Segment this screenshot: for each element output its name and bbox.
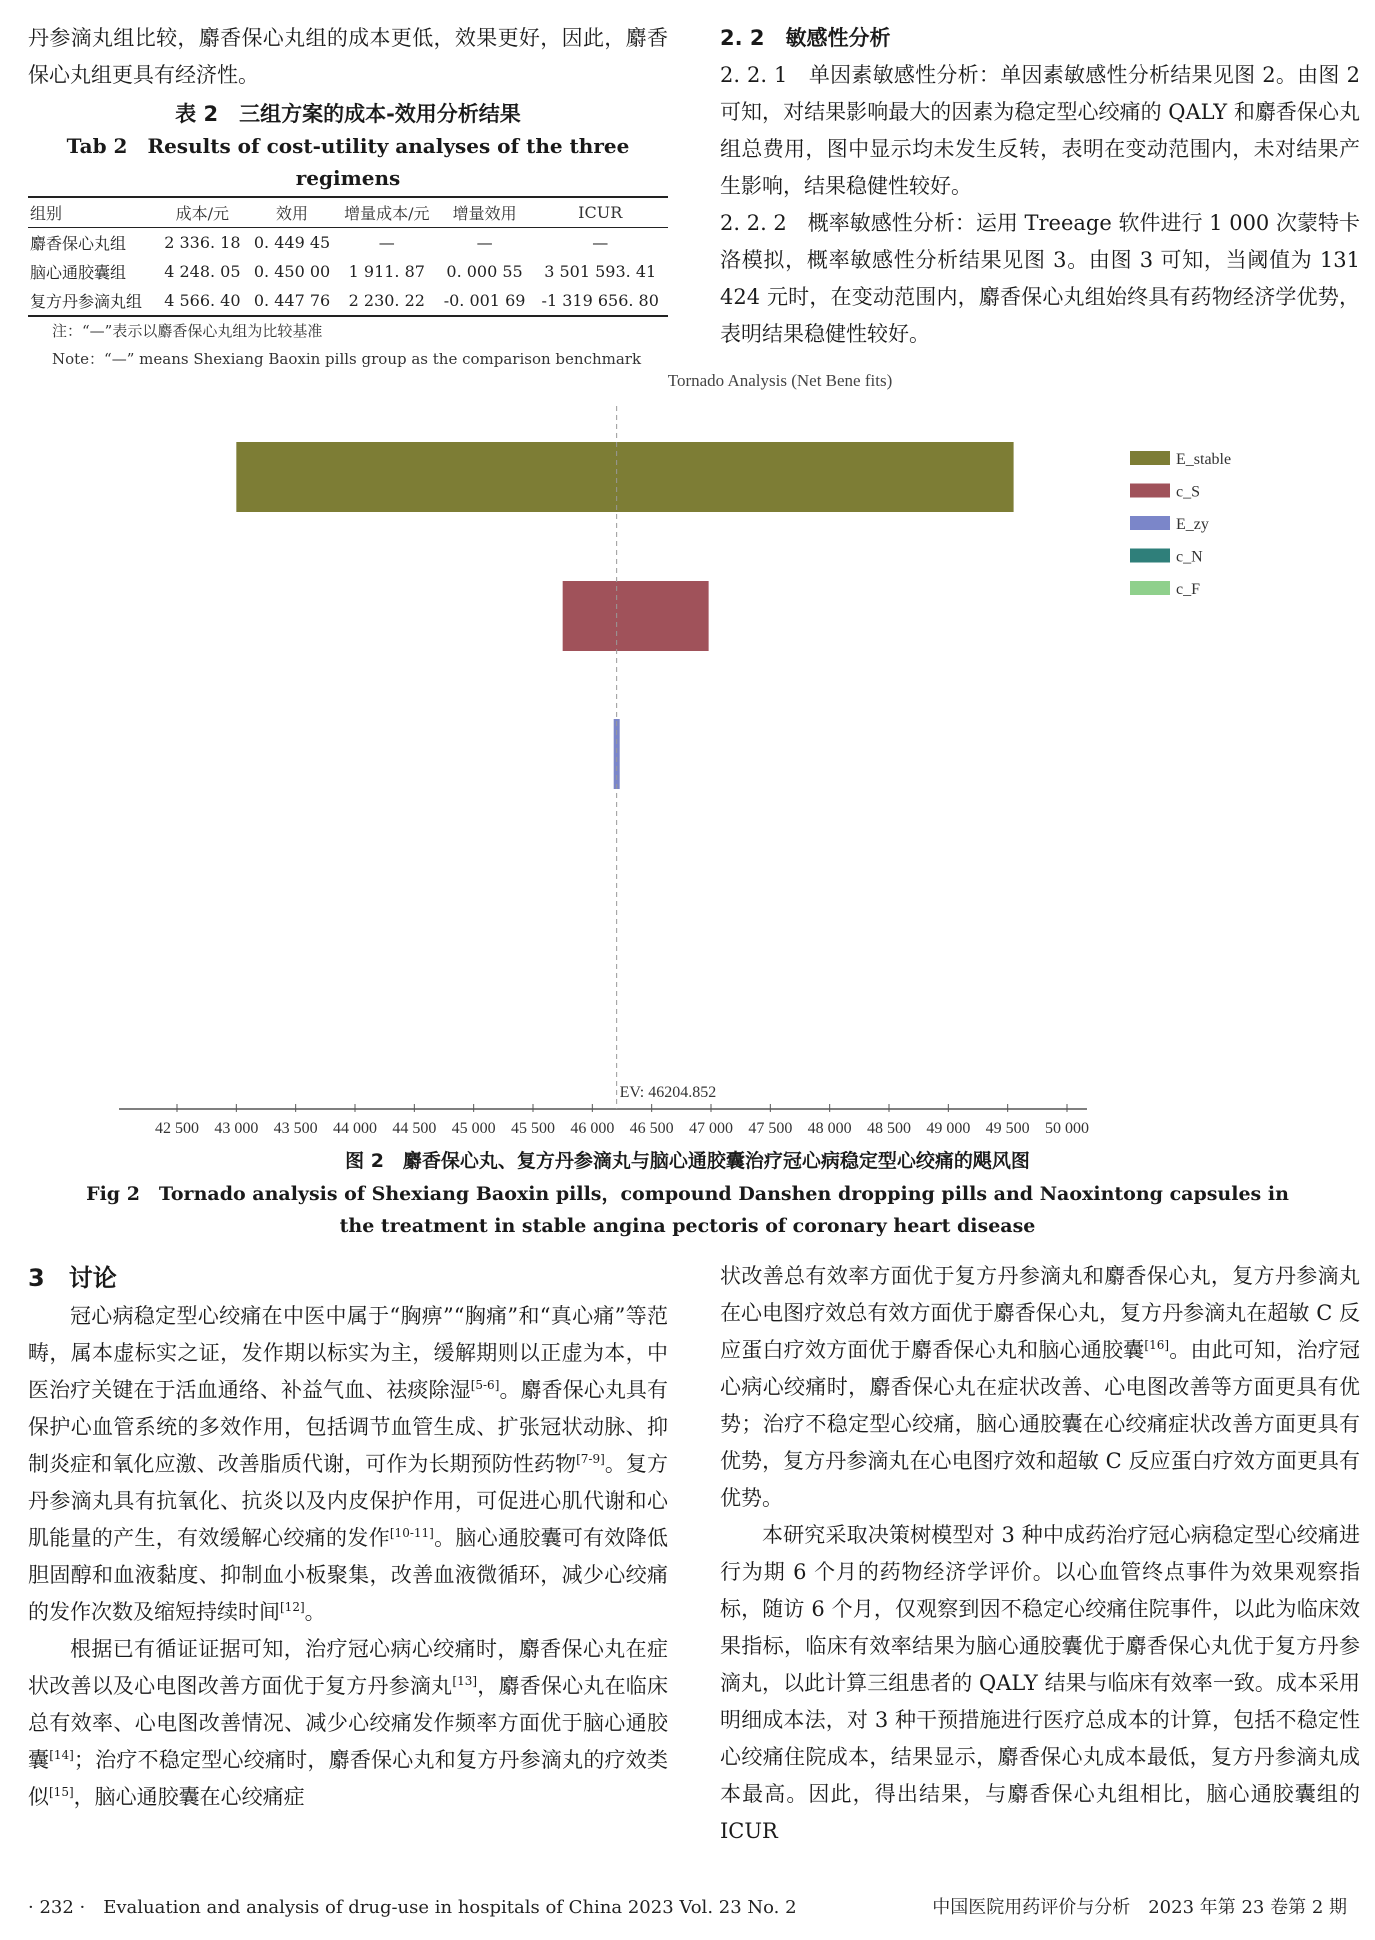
table-header: 增量成本/元	[337, 197, 437, 228]
table-header: 成本/元	[158, 197, 248, 228]
table-cell: 2 230. 22	[337, 286, 437, 316]
text-span: 冠心病稳定型心绞痛在中医中属于“胸痹”“胸痛”和“真心痛”等范畴，属本虚标实之证，发作期以标实为主，缓解期则以正虚为本，中医治疗关键在于活血通络、补益气血、祛痰除湿	[28, 1304, 668, 1402]
text-span: 。由此可知，治疗冠心病心绞痛时，麝香保心丸在症状改善、心电图改善等方面更具有优势；治疗不稳定型心绞痛，脑心通胶囊在心绞痛症状改善方面更具有优势，复方丹参滴丸在心电图疗效和超敏 C 反应蛋白疗效方面更具有优势。	[720, 1338, 1361, 1510]
table-row	[28, 286, 668, 316]
table-cell: 麝香保心丸组	[30, 234, 127, 253]
text-span: ，脑心通胶囊在心绞痛症	[73, 1785, 305, 1809]
paragraph-2-2-2: 2. 2. 2 概率敏感性分析：运用 Treeage 软件进行 1 000 次蒙特卡洛模拟，概率敏感性分析结果见图 3。由图 3 可知，当阈值为 131 424 元时，在变动范围内，麝香保心丸组始终具有药物经济学优势，表明结果稳健性较好。	[720, 211, 1360, 346]
x-tick-label: 43 000	[214, 1120, 259, 1137]
citation: [10-11]	[389, 1526, 434, 1540]
x-tick-label: 50 000	[1045, 1120, 1089, 1137]
table-note-cn: 注：“—”表示以麝香保心丸组为比较基准	[52, 322, 323, 340]
table-cell: —	[476, 233, 493, 252]
x-tick-label: 48 500	[867, 1120, 911, 1137]
legend-swatch	[1130, 516, 1170, 530]
x-tick-label: 49 000	[926, 1120, 971, 1137]
discussion-paragraph-4: 本研究采取决策树模型对 3 种中成药治疗冠心病稳定型心绞痛进行为期 6 个月的药物经济学评价。以心血管终点事件为效果观察指标，随访 6 个月，仅观察到因不稳定心绞痛住院事件，以此为临床效果指标，临床有效率结果为脑心通胶囊优于麝香保心丸优于复方丹参滴丸，以此计算三组患者的 QALY 结果与临床有效率一致。成本采用明细成本法，对 3 种干预措施进行医疗总成本的计算，包括不稳定性心绞痛住院成本，结果显示，麝香保心丸成本最低，复方丹参滴丸成本最高。因此，得出结果，与麝香保心丸组相比，脑心通胶囊组的 ICUR	[720, 1523, 1360, 1843]
table-header: 效用	[247, 197, 337, 228]
table-row	[28, 257, 668, 286]
footer-right: 中国医院用药评价与分析 2023 年第 23 卷第 2 期	[932, 1897, 1347, 1918]
discussion-left-column	[28, 1258, 668, 1816]
x-tick-label: 44 000	[333, 1120, 377, 1137]
figure-caption-en: Fig 2 Tornado analysis of Shexiang Baoxin pills，compound Danshen dropping pills and Naoxintong capsules in the treatment in stable angina pectoris of coronary heart disease	[86, 1183, 1289, 1237]
citation: [5-6]	[470, 1378, 500, 1392]
tornado-bar-c-s	[563, 581, 709, 651]
x-tick-label: 48 000	[807, 1120, 852, 1137]
legend-label: c_S	[1176, 483, 1200, 501]
table-header: ICUR	[532, 197, 668, 228]
table-cell: 4 248. 05	[164, 262, 241, 281]
legend-label: E_stable	[1176, 451, 1232, 468]
legend-label: c_N	[1176, 548, 1203, 566]
results-table	[28, 196, 668, 317]
table-title-cn: 表 2 三组方案的成本-效用分析结果	[175, 102, 521, 126]
table-cell: —	[592, 233, 609, 252]
table-cell: 4 566. 40	[158, 286, 248, 316]
x-tick-label: 42 500	[155, 1120, 199, 1137]
table-cell: 0. 447 76	[247, 286, 337, 316]
text-span: 。复方丹参滴丸具有抗氧化、抗炎以及内皮保护作用，可促进心肌代谢和心肌能量的产生，有效缓解心绞痛的发作	[28, 1452, 669, 1550]
text-span: 。脑心通胶囊可有效降低胆固醇和血液黏度、抑制血小板聚集，改善血液微循环，减少心绞痛的发作次数及缩短持续时间	[28, 1526, 668, 1624]
legend-swatch	[1130, 484, 1170, 498]
table-cell: 0. 449 45	[253, 233, 331, 252]
chart-title: Tornado Analysis (Net Bene fits)	[667, 371, 893, 390]
citation: [16]	[1144, 1338, 1170, 1352]
table-cell: 复方丹参滴丸组	[28, 286, 158, 316]
x-tick-label: 47 500	[748, 1120, 793, 1137]
table-cell: —	[378, 233, 395, 252]
table-cell: 2 336. 18	[164, 233, 241, 252]
x-tick-label: 47 000	[689, 1120, 733, 1137]
discussion-paragraph-2	[28, 1631, 668, 1816]
table-title-en: Tab 2 Results of cost-utility analyses of the three regimens	[66, 134, 630, 190]
text-span: 。麝香保心丸具有保护心血管系统的多效作用，包括调节血管生成、扩张冠状动脉、抑制炎症和氧化应激、改善脂质代谢，可作为长期预防性药物	[28, 1378, 669, 1476]
x-tick-label: 46 000	[570, 1120, 615, 1137]
table-cell: 0. 450 00	[253, 262, 331, 281]
x-tick-label: 49 500	[985, 1120, 1030, 1137]
text-span: 根据已有循证证据可知，治疗冠心病心绞痛时，麝香保心丸在症状改善以及心电图改善方面优于复方丹参滴丸	[28, 1637, 668, 1698]
text-span: 。	[304, 1600, 326, 1624]
citation: [15]	[49, 1785, 74, 1799]
citation: [7-9]	[576, 1452, 605, 1466]
text-span: ，麝香保心丸在临床总有效率、心电图改善情况、减少心绞痛发作频率方面优于脑心通胶囊	[28, 1674, 669, 1772]
figure-caption-cn: 图 2 麝香保心丸、复方丹参滴丸与脑心通胶囊治疗冠心病稳定型心绞痛的飓风图	[345, 1150, 1030, 1172]
discussion-paragraph-1	[28, 1298, 668, 1631]
text-span: 状改善总有效率方面优于复方丹参滴丸和麝香保心丸，复方丹参滴丸在心电图疗效总有效方面优于麝香保心丸，复方丹参滴丸在超敏 C 反应蛋白疗效方面优于麝香保心丸和脑心通胶囊	[720, 1264, 1360, 1362]
table-cell: 3 501 593. 41	[544, 262, 657, 281]
legend-label: E_zy	[1176, 516, 1209, 533]
table-header: 增量效用	[437, 197, 533, 228]
table-cell: 1 911. 87	[348, 262, 425, 281]
tornado-bar-e-stable	[236, 442, 1013, 512]
left-top-column	[28, 20, 668, 373]
section-heading-2-2: 2. 2 敏感性分析	[720, 26, 891, 50]
tornado-chart-svg	[0, 362, 1375, 1142]
right-top-column	[720, 20, 1360, 353]
intro-paragraph: 丹参滴丸组比较，麝香保心丸组的成本更低，效果更好，因此，麝香保心丸组更具有经济性。	[28, 26, 668, 87]
x-tick-label: 46 500	[629, 1120, 674, 1137]
table-cell: 脑心通胶囊组	[30, 263, 127, 282]
paragraph-2-2-1: 2. 2. 1 单因素敏感性分析：单因素敏感性分析结果见图 2。由图 2 可知，对结果影响最大的因素为稳定型心绞痛的 QALY 和麝香保心丸组总费用，图中显示均未发生反转，表明在变动范围内，未对结果产生影响，结果稳健性较好。	[720, 63, 1360, 198]
x-tick-label: 45 000	[451, 1120, 496, 1137]
table-cell: 0. 000 55	[446, 262, 523, 281]
footer-left: · 232 · Evaluation and analysis of drug-use in hospitals of China 2023 Vol. 23 No. 2	[28, 1897, 797, 1918]
citation: [12]	[280, 1600, 305, 1614]
table-row	[28, 228, 668, 258]
table-header-row	[28, 197, 668, 228]
discussion-right-column	[720, 1258, 1360, 1850]
table-note-en: Note：“—” means Shexiang Baoxin pills group as the comparison benchmark	[52, 350, 642, 368]
x-tick-label: 45 500	[511, 1120, 555, 1137]
ev-label: EV: 46204.852	[619, 1084, 717, 1101]
x-tick-label: 44 500	[392, 1120, 437, 1137]
citation: [13]	[452, 1674, 478, 1688]
table-cell: -0. 001 69	[437, 286, 533, 316]
legend-swatch	[1130, 451, 1170, 465]
table-cell: -1 319 656. 80	[532, 286, 668, 316]
table-header: 组别	[28, 197, 158, 228]
tornado-chart	[0, 362, 1375, 1142]
legend-swatch	[1130, 549, 1170, 563]
legend-swatch	[1130, 581, 1170, 595]
discussion-heading: 3 讨论	[28, 1264, 117, 1292]
discussion-paragraph-3	[720, 1258, 1360, 1517]
text-span: ；治疗不稳定型心绞痛时，麝香保心丸和复方丹参滴丸的疗效类似	[28, 1748, 669, 1809]
citation: [14]	[49, 1748, 74, 1762]
legend-label: c_F	[1176, 581, 1200, 598]
x-tick-label: 43 500	[273, 1120, 318, 1137]
